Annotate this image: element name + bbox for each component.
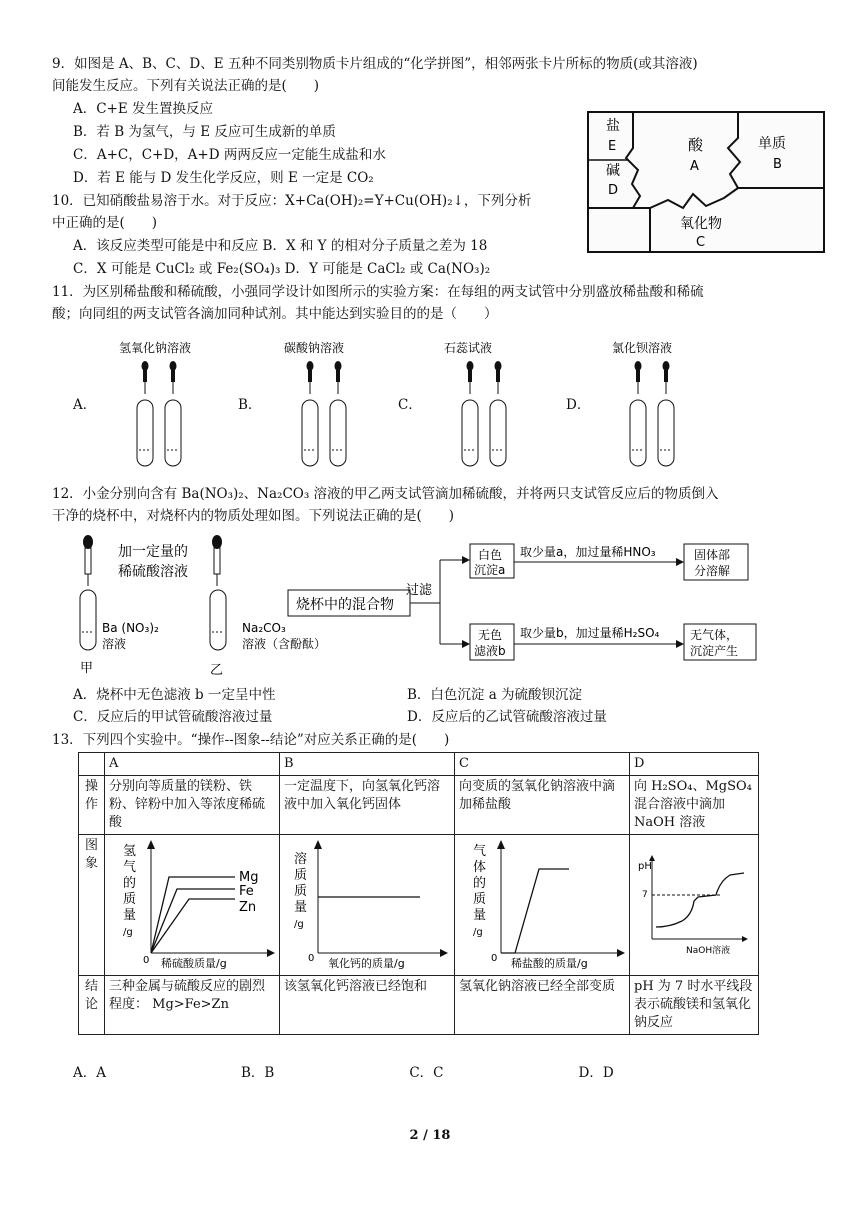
step-a-label: 取少量a，加过量稀HNO₃ [520, 545, 656, 559]
con-a: 三种金属与硫酸反应的剧烈程度： Mg>Fe>Zn [105, 976, 280, 1035]
graph-a [105, 835, 279, 969]
test-tube-with-dropper [658, 361, 674, 466]
table-row-conclusion [79, 976, 759, 1035]
header-a: A [105, 753, 280, 776]
q12-option-a: A．烧杯中无色滤液 b 一定呈中性 [73, 687, 276, 703]
graph-ylabel-char: 量 [294, 900, 308, 915]
fe-label: Fe [239, 884, 254, 899]
zn-line [151, 899, 235, 953]
header-d: D [630, 753, 759, 776]
q9-option-c: C．A+C，C+D，A+D 两两反应一定能生成盐和水 [73, 147, 386, 163]
test-tube-with-dropper [462, 361, 478, 466]
graph-ylabel-char: 质 [294, 868, 308, 883]
q12-process-diagram [70, 532, 790, 682]
q13-table [78, 752, 759, 1035]
q9-stem-line2: 间能发生反应。下列有关说法正确的是( ) [52, 78, 320, 94]
q9-chemistry-puzzle [578, 108, 830, 258]
graph-b [280, 835, 454, 969]
graph-b-xlabel: 氧化钙的质量/g [328, 957, 405, 969]
q11-reagent-label: 氢氧化钠溶液 [119, 341, 192, 355]
q10-stem-line2: 中正确的是( ) [52, 215, 158, 231]
q10-options-cd: C．X 可能是 CuCl₂ 或 Fe₂(SO₄)₃ D．Y 可能是 CaCl₂ 或 Ca(NO₃)₂ [73, 261, 491, 277]
test-tube-with-dropper [302, 361, 318, 466]
con-d: pH 为 7 时水平线段表示硫酸镁和氢氧化钠反应 [630, 976, 759, 1035]
dropper-label-2: 稀硫酸溶液 [118, 564, 188, 580]
graph-ylabel-char: 质 [473, 892, 487, 907]
graph-ylabel-char: 的 [473, 876, 487, 891]
q11-option-c-letter: C． [398, 397, 422, 413]
dropper-left [83, 535, 93, 586]
puzzle-acid-label: 酸 [688, 136, 704, 154]
q9-option-a: A．C+E 发生置换反应 [73, 101, 214, 117]
graph-ylabel-char: 溶 [294, 852, 308, 867]
puzzle-base-label: 碱 [606, 163, 620, 179]
q13-stem: 13．下列四个实验中。“操作--图象--结论”对应关系正确的是( ) [52, 732, 450, 748]
q13-answers: A．A B．B C．C D．D [73, 1065, 614, 1081]
puzzle-a-label: A [690, 159, 699, 174]
graph-b-cell [280, 835, 455, 976]
con-b: 该氢氧化钙溶液已经饱和 [280, 976, 455, 1035]
graph-ylabel-char: /g [473, 927, 483, 938]
op-d: 向 H₂SO₄、MgSO₄ 混合溶液中滴加 NaOH 溶液 [630, 776, 759, 835]
test-tube-with-dropper [330, 361, 346, 466]
graph-d-ylabel: pH [638, 861, 652, 872]
graph-d [630, 835, 758, 969]
op-b: 一定温度下，向氢氧化钙溶液中加入氧化钙固体 [280, 776, 455, 835]
puzzle-element-label: 单质 [758, 136, 786, 152]
test-tube-with-dropper [490, 361, 506, 466]
graph-a-xlabel: 稀硫酸质量/g [161, 957, 227, 969]
page-number: 2 / 18 [409, 1128, 451, 1143]
puzzle-d-label: D [608, 183, 619, 198]
ph-curve [656, 873, 744, 927]
q11-option-a-letter: A． [73, 397, 97, 413]
graph-ylabel-char: 气 [473, 844, 487, 859]
tube-yi-name: 乙 [210, 663, 224, 678]
graph-ylabel-char: /g [123, 927, 133, 938]
graph-a-cell [105, 835, 280, 976]
graph-ylabel-char: 量 [123, 908, 137, 923]
row-label-operation: 操作 [79, 776, 105, 835]
q12-option-c: C．反应后的甲试管硫酸溶液过量 [73, 709, 273, 725]
mixture-label: 烧杯中的混合物 [296, 597, 394, 613]
q11-reagent-label: 石蕊试液 [444, 341, 493, 355]
step-b-label: 取少量b，加过量稀H₂SO₄ [520, 626, 660, 640]
q12-option-b: B．白色沉淀 a 为硫酸钡沉淀 [407, 687, 583, 703]
header-b: B [280, 753, 455, 776]
op-c: 向变质的氢氧化钠溶液中滴加稀盐酸 [455, 776, 630, 835]
graph-b-origin: 0 [308, 953, 315, 964]
precipitate-a-label-2: 沉淀a [474, 563, 506, 577]
filtrate-b-label-1: 无色 [478, 628, 503, 642]
dropper-right [212, 535, 222, 586]
q11-option-d-letter: D． [566, 397, 591, 413]
tube-jia-name: 甲 [80, 661, 94, 676]
dropper-label-1: 加一定量的 [118, 544, 188, 560]
q11-option-b-figure [280, 334, 410, 474]
q11-option-a-figure [115, 334, 245, 474]
tube-jia-label-2: 溶液 [102, 637, 127, 651]
q11-reagent-label: 碳酸钠溶液 [284, 341, 345, 355]
graph-ylabel-char: 气 [123, 860, 137, 875]
q12-stem-line1: 12．小金分别向含有 Ba(NO₃)₂、Na₂CO₃ 溶液的甲乙两支试管滴加稀硫酸，并将两只支试管反应后的物质倒入 [52, 486, 719, 502]
graph-ylabel-char: 质 [123, 892, 137, 907]
graph-ylabel-char: 氢 [123, 844, 137, 859]
q11-stem-line1: 11．为区别稀盐酸和稀硫酸，小强同学设计如图所示的实验方案：在每组的两支试管中分别盛放稀盐酸和稀硫 [52, 284, 704, 300]
row-label-graph: 图象 [79, 835, 105, 976]
result-a-label-1: 固体部 [694, 548, 731, 562]
test-tube-yi [210, 590, 226, 650]
puzzle-oxide-label: 氧化物 [680, 216, 722, 232]
precipitate-a-label-1: 白色 [478, 548, 503, 562]
q11-stem-line2: 酸；向同组的两支试管各滴加同种试剂。其中能达到实验目的的是（ ） [52, 306, 498, 322]
graph-d-xlabel: NaOH溶液 [686, 946, 731, 956]
header-c: C [455, 753, 630, 776]
puzzle-b-label: B [773, 157, 782, 172]
q11-option-b-letter: B． [238, 397, 262, 413]
graph-c [455, 835, 629, 969]
graph-c-origin: 0 [491, 953, 498, 964]
graph-ylabel-char: 量 [473, 908, 487, 923]
op-a: 分别向等质量的镁粉、铁粉、锌粉中加入等浓度稀硫酸 [105, 776, 280, 835]
test-tube-jia [80, 590, 96, 650]
q10-options-ab: A．该反应类型可能是中和反应 B．X 和 Y 的相对分子质量之差为 18 [73, 238, 488, 254]
graph-ylabel-char: /g [294, 919, 304, 930]
result-b-label-1: 无气体， [690, 628, 739, 642]
q11-option-c-figure [440, 334, 570, 474]
tube-jia-label-1: Ba (NO₃)₂ [102, 621, 159, 635]
q11-reagent-label: 氯化钡溶液 [612, 341, 673, 355]
test-tube-with-dropper [165, 361, 181, 466]
table-row-operation [79, 776, 759, 835]
test-tube-with-dropper [137, 361, 153, 466]
filtrate-b-label-2: 滤液b [474, 644, 506, 658]
result-a-label-2: 分溶解 [694, 564, 731, 578]
test-tube-with-dropper [630, 361, 646, 466]
puzzle-c-label: C [696, 235, 706, 250]
table-row-graph [79, 835, 759, 976]
graph-d-seven: 7 [642, 890, 648, 900]
q12-option-d: D．反应后的乙试管硫酸溶液过量 [407, 709, 607, 725]
graph-ylabel-char: 体 [473, 860, 487, 875]
gas-line [501, 869, 569, 953]
graph-ylabel-char: 质 [294, 884, 308, 899]
graph-a-origin: 0 [143, 955, 150, 966]
graph-c-cell [455, 835, 630, 976]
filter-label: 过滤 [406, 583, 433, 598]
graph-ylabel-char: 的 [123, 876, 137, 891]
q12-stem-line2: 干净的烧杯中，对烧杯内的物质处理如图。下列说法正确的是( ) [52, 508, 455, 524]
mg-label: Mg [239, 870, 259, 885]
result-b-label-2: 沉淀产生 [690, 644, 739, 658]
tube-yi-label-1: Na₂CO₃ [242, 621, 286, 635]
q10-stem-line1: 10．已知硝酸盐易溶于水。对于反应：X+Ca(OH)₂=Y+Cu(OH)₂↓，下列分析 [52, 193, 532, 209]
q9-option-b: B．若 B 为氢气，与 E 反应可生成新的单质 [73, 124, 336, 140]
con-c: 氢氧化钠溶液已经全部变质 [455, 976, 630, 1035]
table-corner [79, 753, 105, 776]
row-label-conclusion: 结论 [79, 976, 105, 1035]
graph-d-cell [630, 835, 759, 976]
q9-stem-line1: 9．如图是 A、B、C、D、E 五种不同类别物质卡片组成的“化学拼图”，相邻两张卡片所标的物质(或其溶液) [52, 56, 698, 72]
q9-option-d: D．若 E 能与 D 发生化学反应，则 E 一定是 CO₂ [73, 170, 374, 186]
q11-option-d-figure [608, 334, 738, 474]
zn-label: Zn [239, 900, 257, 915]
puzzle-salt-label: 盐 [606, 118, 620, 134]
puzzle-e-label: E [608, 139, 617, 154]
tube-yi-label-2: 溶液（含酚酞） [242, 637, 327, 651]
graph-c-xlabel: 稀盐酸的质量/g [511, 957, 588, 969]
table-header-row [79, 753, 759, 776]
